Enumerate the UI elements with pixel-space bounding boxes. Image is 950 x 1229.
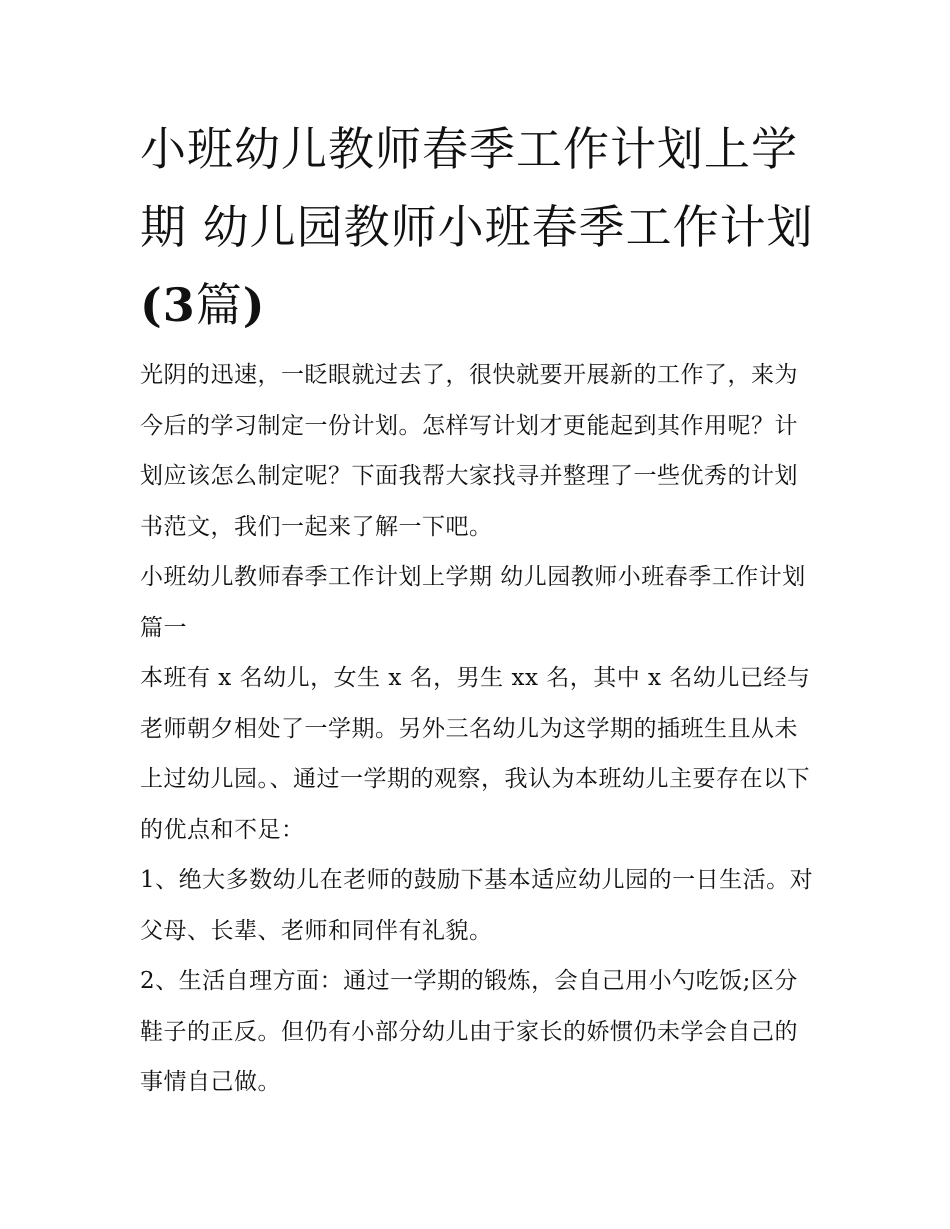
document-title <box>140 110 815 344</box>
class-overview-paragraph: 本班有 x 名幼儿，女生 x 名，男生 xx 名，其中 x 名幼儿已经与老师朝夕相处了一学期。另外三名幼儿为这学期的插班生且从未上过幼儿园。、通过一学期的观察，我认为本班幼儿主要存在以下的优点和不足： <box>140 665 811 843</box>
title-text: 小班幼儿教师春季工作计划上学期 幼儿园教师小班春季工作计划 <box>140 122 814 254</box>
intro-paragraph: 光阴的迅速，一眨眼就过去了，很快就要开展新的工作了，来为今后的学习制定一份计划。怎样写计划才更能起到其作用呢？计划应该怎么制定呢？下面我帮大家找寻并整理了一些优秀的计划书范文，我们一起来了解一下吧。 <box>140 362 798 540</box>
point-1-paragraph: 1、绝大多数幼儿在老师的鼓励下基本适应幼儿园的一日生活。对父母、长辈、老师和同伴有礼貌。 <box>140 867 814 944</box>
title-count-unit: 篇 <box>195 278 243 332</box>
document-page <box>140 110 815 1108</box>
section-heading: 小班幼儿教师春季工作计划上学期 幼儿园教师小班春季工作计划篇一 <box>140 564 806 641</box>
point-2-paragraph: 2、生活自理方面：通过一学期的锻炼，会自己用小勺吃饭;区分鞋子的正反。但仍有小部分幼儿由于家长的娇惯仍未学会自己的事情自己做。 <box>140 968 798 1095</box>
title-closing-paren: ) <box>242 278 266 332</box>
title-count: (3 <box>140 278 196 332</box>
